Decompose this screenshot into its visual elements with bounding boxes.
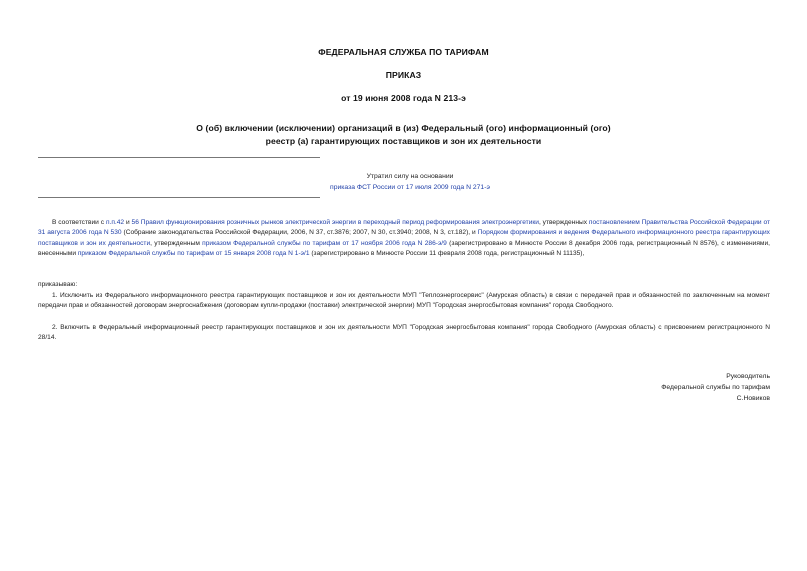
intro-text-3: , утвержденных: [538, 219, 589, 226]
agency-name: ФЕДЕРАЛЬНАЯ СЛУЖБА ПО ТАРИФАМ: [318, 47, 489, 57]
document-title: [0, 122, 807, 147]
link-pp-42[interactable]: п.п.42: [105, 219, 125, 226]
order-item-1: 1. Исключить из Федерального информационного реестра гарантирующих поставщиков и зон их деятельности МУП "Теплоэнергосервис" (Амурская область) в связи с передачей прав и обязанностей по заключенным на момент передачи прав и обязанностей договорам энергоснабжения (договорам купли-продажи (поставки) электрической энергии) МУП "Городская энергосбытовая компания" города Свободного.: [38, 292, 770, 310]
link-order-1[interactable]: приказом Федеральной службы по тарифам от 15 января 2008 года N 1-э/1: [77, 249, 310, 257]
link-registry-procedure[interactable]: Порядком формирования и ведения Федерального информационного реестра гарантирующих поставщиков и зон их деятельности: [38, 229, 770, 247]
link-government-resolution[interactable]: постановлением Правительства Российской Федерации от 31 августа 2006 года N 530: [38, 219, 771, 237]
link-retail-rules[interactable]: 56 Правил функционирования розничных рынков электрической энергии в переходный период реформирования электроэнергетики: [131, 219, 539, 226]
intro-text-1: В соответствии с: [52, 219, 106, 226]
intro-paragraph: [38, 218, 770, 259]
order-word: приказываю:: [38, 281, 78, 288]
intro-text-4: (Собрание законодательства Российской Федерации, 2006, N 37, ст.3876; 2007, N 30, ст.3940; 2008, N 3, ст.182), и: [121, 229, 478, 237]
title-line-1: О (об) включении (исключении) организаций в (из) Федеральный (ого) информационный (ого): [196, 123, 611, 133]
intro-text-5: , утвержденным: [150, 239, 203, 247]
intro-text-2: и: [124, 219, 132, 226]
order-item-2: 2. Включить в Федеральный информационный реестр гарантирующих поставщиков и зон их деятельности МУП "Городская энергосбытовая компания" города Свободного (Амурская область) с присвоением регистрационного N 28/14.: [38, 324, 770, 342]
title-line-2: реестр (а) гарантирующих поставщиков и зон их деятельности: [265, 135, 542, 146]
signature-organization: Федеральной службы по тарифам: [661, 384, 770, 391]
status-note-text: Утратил силу на основании: [366, 173, 454, 180]
intro-text-6: (зарегистрировано в Минюсте России 8 декабря 2006 года, регистрационный N 8576), с изменениями, внесенными: [38, 239, 770, 257]
signature-name: С.Новиков: [736, 395, 770, 402]
status-note-link[interactable]: приказа ФСТ России от 17 июля 2009 года N 271-э: [330, 184, 490, 191]
link-order-286[interactable]: приказом Федеральной службы по тарифам от 17 ноября 2006 года N 286-э/9: [202, 239, 447, 247]
divider-top: [38, 157, 320, 158]
signature-position: Руководитель: [726, 373, 770, 380]
document-type: ПРИКАЗ: [385, 70, 422, 80]
document-date: от 19 июня 2008 года N 213-э: [341, 93, 466, 103]
divider-bottom: [38, 197, 320, 198]
intro-text-7: (зарегистрировано в Минюсте России 11 февраля 2008 года, регистрационный N 11135),: [309, 249, 585, 257]
